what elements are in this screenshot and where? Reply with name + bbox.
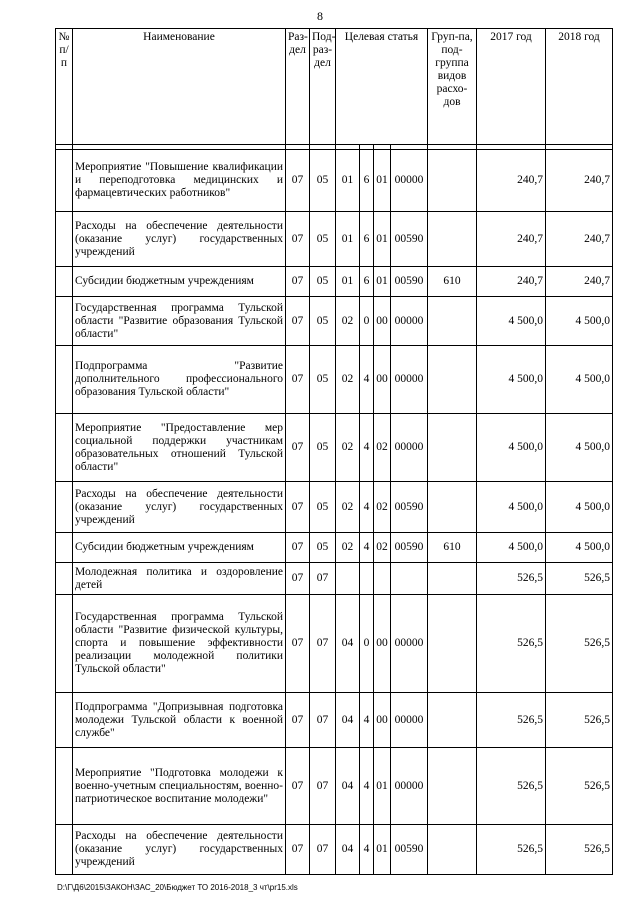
row-target-subprogram: 0 xyxy=(360,297,374,346)
row-target-direction: 00000 xyxy=(391,693,428,748)
row-target-direction: 00590 xyxy=(391,825,428,875)
row-num xyxy=(56,150,73,212)
row-target-direction: 00590 xyxy=(391,482,428,533)
row-target-event: 01 xyxy=(374,150,391,212)
row-value-2017: 526,5 xyxy=(477,693,546,748)
row-podrazdel: 07 xyxy=(310,563,336,595)
row-target-direction: 00000 xyxy=(391,748,428,825)
row-group xyxy=(428,414,477,482)
table-row xyxy=(56,346,613,414)
row-target-event: 01 xyxy=(374,748,391,825)
row-value-2017: 4 500,0 xyxy=(477,414,546,482)
row-value-2017: 4 500,0 xyxy=(477,297,546,346)
row-target-direction xyxy=(391,563,428,595)
row-razdel: 07 xyxy=(286,482,310,533)
row-target-program: 01 xyxy=(336,212,360,267)
row-value-2017: 526,5 xyxy=(477,825,546,875)
row-group xyxy=(428,595,477,693)
row-target-event: 00 xyxy=(374,346,391,414)
row-target-subprogram: 4 xyxy=(360,482,374,533)
row-name: Государственная программа Тульской области "Развитие образования Тульской области" xyxy=(73,297,286,346)
row-target-subprogram: 4 xyxy=(360,693,374,748)
row-target-subprogram: 0 xyxy=(360,595,374,693)
row-name: Расходы на обеспечение деятельности (оказание услуг) государственных учреждений xyxy=(73,482,286,533)
row-value-2017: 526,5 xyxy=(477,748,546,825)
row-razdel: 07 xyxy=(286,693,310,748)
row-target-program: 04 xyxy=(336,693,360,748)
table-row xyxy=(56,748,613,825)
header-2017: 2017 год xyxy=(477,29,546,145)
row-target-program: 01 xyxy=(336,267,360,297)
row-value-2018: 526,5 xyxy=(546,595,613,693)
row-target-program: 02 xyxy=(336,297,360,346)
table-row xyxy=(56,212,613,267)
budget-table xyxy=(55,28,613,875)
row-target-subprogram: 4 xyxy=(360,748,374,825)
row-num xyxy=(56,693,73,748)
row-target-program: 02 xyxy=(336,346,360,414)
row-name: Расходы на обеспечение деятельности (оказание услуг) государственных учреждений xyxy=(73,825,286,875)
row-value-2018: 240,7 xyxy=(546,212,613,267)
row-target-program xyxy=(336,563,360,595)
row-razdel: 07 xyxy=(286,150,310,212)
header-row xyxy=(56,29,613,145)
row-num xyxy=(56,595,73,693)
row-target-event: 01 xyxy=(374,267,391,297)
row-target-program: 01 xyxy=(336,150,360,212)
row-value-2017: 240,7 xyxy=(477,267,546,297)
header-group: Груп-па, под-группа видов расхо-дов xyxy=(428,29,477,145)
row-group: 610 xyxy=(428,267,477,297)
row-value-2017: 4 500,0 xyxy=(477,533,546,563)
row-value-2018: 526,5 xyxy=(546,825,613,875)
row-target-direction: 00590 xyxy=(391,267,428,297)
row-name: Молодежная политика и оздоровление детей xyxy=(73,563,286,595)
row-group xyxy=(428,150,477,212)
row-value-2018: 526,5 xyxy=(546,563,613,595)
row-razdel: 07 xyxy=(286,595,310,693)
row-value-2018: 526,5 xyxy=(546,748,613,825)
row-value-2018: 240,7 xyxy=(546,150,613,212)
row-target-event xyxy=(374,563,391,595)
row-num xyxy=(56,533,73,563)
row-razdel: 07 xyxy=(286,414,310,482)
row-podrazdel: 05 xyxy=(310,267,336,297)
row-target-subprogram: 6 xyxy=(360,212,374,267)
row-num xyxy=(56,297,73,346)
row-target-subprogram: 6 xyxy=(360,150,374,212)
table-row xyxy=(56,595,613,693)
row-target-subprogram xyxy=(360,563,374,595)
row-value-2018: 4 500,0 xyxy=(546,533,613,563)
row-target-direction: 00000 xyxy=(391,346,428,414)
row-value-2017: 240,7 xyxy=(477,212,546,267)
row-target-direction: 00590 xyxy=(391,212,428,267)
table-row xyxy=(56,563,613,595)
row-podrazdel: 07 xyxy=(310,748,336,825)
row-target-event: 00 xyxy=(374,595,391,693)
row-value-2018: 4 500,0 xyxy=(546,414,613,482)
row-value-2017: 4 500,0 xyxy=(477,482,546,533)
row-name: Государственная программа Тульской области "Развитие физической культуры, спорта и повышение эффективности реализации молодежной политики Тульской области" xyxy=(73,595,286,693)
row-razdel: 07 xyxy=(286,533,310,563)
table-row xyxy=(56,533,613,563)
row-value-2018: 4 500,0 xyxy=(546,346,613,414)
row-name: Расходы на обеспечение деятельности (оказание услуг) государственных учреждений xyxy=(73,212,286,267)
row-target-program: 02 xyxy=(336,414,360,482)
row-num xyxy=(56,346,73,414)
row-name: Мероприятие "Повышение квалификации и переподготовка медицинских и фармацевтических работников" xyxy=(73,150,286,212)
row-value-2017: 240,7 xyxy=(477,150,546,212)
row-podrazdel: 05 xyxy=(310,212,336,267)
row-podrazdel: 05 xyxy=(310,297,336,346)
row-razdel: 07 xyxy=(286,346,310,414)
header-num: № п/п xyxy=(56,29,73,145)
row-value-2018: 240,7 xyxy=(546,267,613,297)
row-value-2018: 4 500,0 xyxy=(546,297,613,346)
header-2018: 2018 год xyxy=(546,29,613,145)
row-name: Субсидии бюджетным учреждениям xyxy=(73,533,286,563)
row-group: 610 xyxy=(428,533,477,563)
row-target-subprogram: 6 xyxy=(360,267,374,297)
row-target-direction: 00000 xyxy=(391,150,428,212)
row-value-2017: 4 500,0 xyxy=(477,346,546,414)
row-value-2017: 526,5 xyxy=(477,563,546,595)
row-podrazdel: 05 xyxy=(310,533,336,563)
row-num xyxy=(56,482,73,533)
row-target-event: 02 xyxy=(374,482,391,533)
row-value-2017: 526,5 xyxy=(477,595,546,693)
row-razdel: 07 xyxy=(286,212,310,267)
table-row xyxy=(56,693,613,748)
row-num xyxy=(56,212,73,267)
row-name: Подпрограмма "Допризывная подготовка молодежи Тульской области к военной службе" xyxy=(73,693,286,748)
table-row xyxy=(56,482,613,533)
header-podrazdel: Под-раз-дел xyxy=(310,29,336,145)
header-name: Наименование xyxy=(73,29,286,145)
row-target-program: 02 xyxy=(336,482,360,533)
row-razdel: 07 xyxy=(286,297,310,346)
row-num xyxy=(56,563,73,595)
row-podrazdel: 07 xyxy=(310,595,336,693)
row-razdel: 07 xyxy=(286,267,310,297)
row-target-program: 04 xyxy=(336,825,360,875)
row-target-direction: 00590 xyxy=(391,533,428,563)
table-row xyxy=(56,414,613,482)
row-value-2018: 526,5 xyxy=(546,693,613,748)
row-podrazdel: 05 xyxy=(310,150,336,212)
table-row xyxy=(56,150,613,212)
row-podrazdel: 05 xyxy=(310,414,336,482)
page-number: 8 xyxy=(317,9,323,23)
table-row xyxy=(56,267,613,297)
table-row xyxy=(56,825,613,875)
row-group xyxy=(428,748,477,825)
row-target-event: 02 xyxy=(374,533,391,563)
row-target-direction: 00000 xyxy=(391,414,428,482)
row-podrazdel: 07 xyxy=(310,825,336,875)
row-target-program: 04 xyxy=(336,748,360,825)
row-razdel: 07 xyxy=(286,748,310,825)
row-group xyxy=(428,825,477,875)
row-target-subprogram: 4 xyxy=(360,346,374,414)
row-target-event: 01 xyxy=(374,212,391,267)
row-target-event: 00 xyxy=(374,297,391,346)
row-podrazdel: 07 xyxy=(310,693,336,748)
row-group xyxy=(428,212,477,267)
row-name: Мероприятие "Подготовка молодежи к военно-учетным специальностям, военно-патриотическое воспитание молодежи" xyxy=(73,748,286,825)
row-num xyxy=(56,414,73,482)
row-target-event: 01 xyxy=(374,825,391,875)
row-podrazdel: 05 xyxy=(310,346,336,414)
row-target-direction: 00000 xyxy=(391,595,428,693)
row-target-event: 00 xyxy=(374,693,391,748)
row-num xyxy=(56,748,73,825)
row-target-subprogram: 4 xyxy=(360,533,374,563)
table-row xyxy=(56,297,613,346)
row-razdel: 07 xyxy=(286,825,310,875)
row-target-program: 02 xyxy=(336,533,360,563)
row-group xyxy=(428,346,477,414)
header-razdel: Раз-дел xyxy=(286,29,310,145)
row-name: Подпрограмма "Развитие дополнительного профессионального образования Тульской области" xyxy=(73,346,286,414)
row-value-2018: 4 500,0 xyxy=(546,482,613,533)
row-group xyxy=(428,693,477,748)
row-num xyxy=(56,267,73,297)
row-name: Мероприятие "Предоставление мер социальной поддержки участникам образовательных отношений Тульской области" xyxy=(73,414,286,482)
file-path-footer: D:\Г\Д6\2015\ЗАКОН\ЗАС_20\Бюджет ТО 2016-2018_3 чт\pr15.xls xyxy=(57,883,298,892)
header-target: Целевая статья xyxy=(336,29,428,145)
row-target-event: 02 xyxy=(374,414,391,482)
row-group xyxy=(428,482,477,533)
row-razdel: 07 xyxy=(286,563,310,595)
row-group xyxy=(428,297,477,346)
row-name: Субсидии бюджетным учреждениям xyxy=(73,267,286,297)
row-target-subprogram: 4 xyxy=(360,414,374,482)
row-group xyxy=(428,563,477,595)
row-num xyxy=(56,825,73,875)
row-podrazdel: 05 xyxy=(310,482,336,533)
row-target-program: 04 xyxy=(336,595,360,693)
row-target-direction: 00000 xyxy=(391,297,428,346)
row-target-subprogram: 4 xyxy=(360,825,374,875)
